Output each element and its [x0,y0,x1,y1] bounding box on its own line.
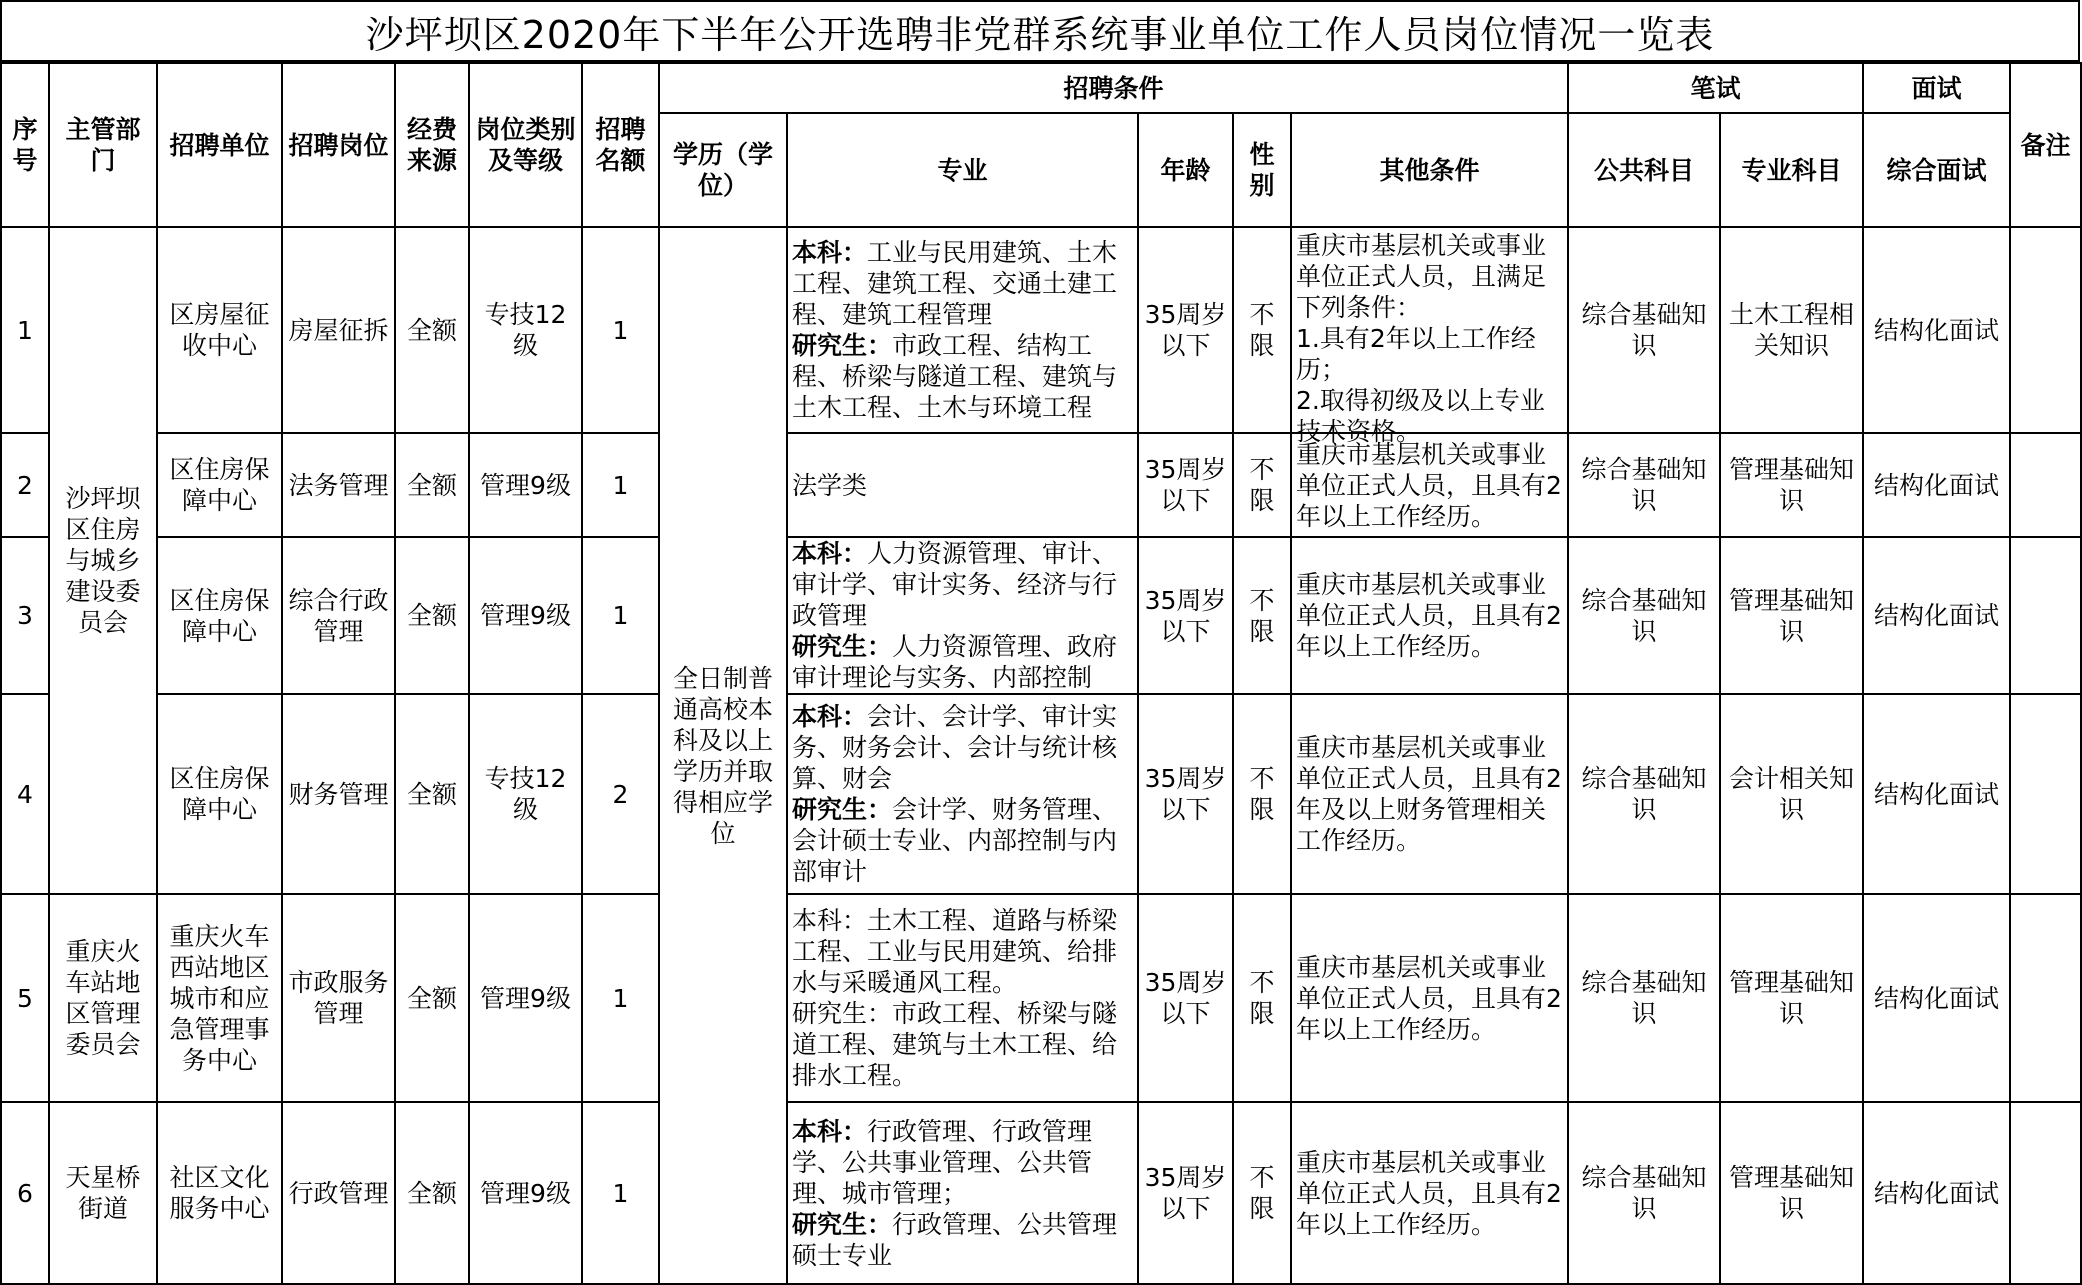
major-pg: 会计学、财务管理、会计硕士专业、内部控制与内部审计 [792,795,1118,886]
cell-education: 全日制普通高校本科及以上学历并取得相应学位 [659,227,787,1284]
cell-seq: 2 [1,433,49,537]
cell-seq: 4 [1,694,49,894]
cell-seq: 1 [1,227,49,433]
header-row-1 [1,63,2081,113]
cell-gender: 不限 [1233,537,1291,694]
header-dept: 主管部门 [49,63,157,227]
table-row [1,433,2081,537]
major-ug: 行政管理、行政管理学、公共事业管理、公共管理、城市管理； [792,1116,1093,1208]
major-ug: 工业与民用建筑、土木工程、建筑工程、交通土建工程、建筑工程管理 [792,238,1118,329]
cell-interview: 结构化面试 [1863,227,2010,433]
cell-remark [2010,894,2081,1102]
cell-quota: 1 [582,894,659,1102]
cell-post: 财务管理 [282,694,395,894]
header-public-subject: 公共科目 [1568,113,1720,227]
cell-gender: 不限 [1233,894,1291,1102]
cell-professional-subject: 管理基础知识 [1720,894,1863,1102]
cell-age: 35周岁以下 [1138,433,1233,537]
major-pg: 人力资源管理、政府审计理论与实务、内部控制 [792,632,1118,692]
header-interview: 综合面试 [1863,113,2010,227]
cell-major [787,694,1138,894]
major-pg-label: 研究生： [792,632,893,661]
header-professional-subject: 专业科目 [1720,113,1863,227]
cell-gender: 不限 [1233,1102,1291,1284]
cell-other: 重庆市基层机关或事业单位正式人员，且具有2年以上工作经历。 [1291,537,1568,694]
cell-quota: 1 [582,227,659,433]
cell-public-subject: 综合基础知识 [1568,894,1720,1102]
cell-seq: 6 [1,1102,49,1284]
cell-interview: 结构化面试 [1863,894,2010,1102]
cell-public-subject: 综合基础知识 [1568,1102,1720,1284]
cell-professional-subject: 管理基础知识 [1720,1102,1863,1284]
cell-interview: 结构化面试 [1863,537,2010,694]
cell-age: 35周岁以下 [1138,1102,1233,1284]
cell-unit: 区房屋征收中心 [157,227,282,433]
cell-fund: 全额 [395,894,469,1102]
table-row [1,227,2081,433]
cell-fund: 全额 [395,694,469,894]
cell-post: 市政服务管理 [282,894,395,1102]
cell-seq: 5 [1,894,49,1102]
cell-professional-subject: 会计相关知识 [1720,694,1863,894]
cell-fund: 全额 [395,227,469,433]
major-pg: 市政工程、结构工程、桥梁与隧道工程、建筑与土木工程、土木与环境工程 [792,331,1118,422]
major-ug: 人力资源管理、审计、审计学、审计实务、经济与行政管理 [792,539,1118,630]
header-education: 学历（学位） [659,113,787,227]
header-conditions: 招聘条件 [659,63,1568,113]
cell-gender: 不限 [1233,433,1291,537]
cell-professional-subject: 管理基础知识 [1720,433,1863,537]
cell-category: 管理9级 [469,1102,582,1284]
cell-remark [2010,537,2081,694]
cell-major [787,227,1138,433]
header-category: 岗位类别及等级 [469,63,582,227]
cell-category: 专技12级 [469,694,582,894]
cell-age: 35周岁以下 [1138,894,1233,1102]
major-pg-label: 研究生： [792,795,893,824]
cell-category: 管理9级 [469,537,582,694]
header-age: 年龄 [1138,113,1233,227]
major-pg: 行政管理、公共管理硕士专业 [792,1209,1118,1270]
major-ug-label: 本科： [792,1116,868,1146]
cell-major [787,894,1138,1102]
cell-other [1291,227,1568,446]
cell-post: 行政管理 [282,1102,395,1284]
table-row [1,537,2081,694]
cell-quota: 1 [582,433,659,537]
cell-other: 重庆市基层机关或事业单位正式人员，且具有2年以上工作经历。 [1291,1102,1568,1284]
table-row [1,894,2081,1102]
cell-other: 重庆市基层机关或事业单位正式人员，且具有2年及以上财务管理相关工作经历。 [1291,694,1568,894]
header-remark: 备注 [2010,63,2081,227]
header-major: 专业 [787,113,1138,227]
table-row [1,1102,2081,1284]
cell-dept: 沙坪坝区住房与城乡建设委员会 [49,227,157,894]
cell-unit: 区住房保障中心 [157,537,282,694]
cell-interview: 结构化面试 [1863,433,2010,537]
cell-gender: 不限 [1233,227,1291,433]
cell-public-subject: 综合基础知识 [1568,433,1720,537]
cell-unit: 重庆火车西站地区城市和应急管理事务中心 [157,894,282,1102]
major-pg: 市政工程、桥梁与隧道工程、建筑与土木工程、给排水工程。 [792,999,1118,1090]
cell-major [787,537,1138,694]
cell-major [787,1102,1138,1284]
cell-unit: 区住房保障中心 [157,694,282,894]
table-title: 沙坪坝区2020年下半年公开选聘非党群系统事业单位工作人员岗位情况一览表 [0,0,2080,62]
cell-gender: 不限 [1233,694,1291,894]
cell-other: 重庆市基层机关或事业单位正式人员，且具有2年以上工作经历。 [1291,894,1568,1102]
cell-post: 法务管理 [282,433,395,537]
cell-category: 管理9级 [469,433,582,537]
cell-unit: 区住房保障中心 [157,433,282,537]
cell-fund: 全额 [395,537,469,694]
cell-other: 重庆市基层机关或事业单位正式人员，且具有2年以上工作经历。 [1291,433,1568,537]
major-ug-label: 本科： [792,906,868,935]
cell-professional-subject: 管理基础知识 [1720,537,1863,694]
cell-post: 房屋征拆 [282,227,395,433]
cell-remark [2010,694,2081,894]
cell-professional-subject: 土木工程相关知识 [1720,227,1863,433]
major-ug: 土木工程、道路与桥梁工程、工业与民用建筑、给排水与采暖通风工程。 [792,906,1118,997]
cell-age: 35周岁以下 [1138,694,1233,894]
cell-remark [2010,433,2081,537]
header-post: 招聘岗位 [282,63,395,227]
major-ug-label: 本科： [792,238,868,267]
header-other: 其他条件 [1291,113,1568,227]
cell-remark [2010,227,2081,433]
major-ug-label: 本科： [792,702,868,731]
positions-table [0,62,2082,1285]
cell-category: 专技12级 [469,227,582,433]
cell-interview: 结构化面试 [1863,1102,2010,1284]
header-seq: 序号 [1,63,49,227]
cell-unit: 社区文化服务中心 [157,1102,282,1284]
table-row [1,694,2081,894]
cell-remark [2010,1102,2081,1284]
other-text: 重庆市基层机关或事业单位正式人员，且满足下列条件： 1.具有2年以上工作经历； 2.取得初级及以上专业技术资格。 [1296,231,1547,446]
cell-quota: 2 [582,694,659,894]
cell-post: 综合行政管理 [282,537,395,694]
cell-fund: 全额 [395,1102,469,1284]
cell-major: 法学类 [787,433,1138,537]
header-unit: 招聘单位 [157,63,282,227]
major-pg-label: 研究生： [792,999,893,1028]
header-fund: 经费来源 [395,63,469,227]
cell-quota: 1 [582,1102,659,1284]
cell-public-subject: 综合基础知识 [1568,227,1720,433]
header-quota: 招聘名额 [582,63,659,227]
major-ug: 会计、会计学、审计实务、财务会计、会计与统计核算、财会 [792,702,1118,793]
header-gender: 性别 [1233,113,1291,227]
major-pg-label: 研究生： [792,1209,893,1239]
cell-fund: 全额 [395,433,469,537]
cell-category: 管理9级 [469,894,582,1102]
cell-quota: 1 [582,537,659,694]
major-pg-label: 研究生： [792,331,893,360]
cell-seq: 3 [1,537,49,694]
header-written: 笔试 [1568,63,1863,113]
cell-public-subject: 综合基础知识 [1568,537,1720,694]
cell-dept: 重庆火车站地区管理委员会 [49,894,157,1102]
major-ug-label: 本科： [792,539,868,568]
cell-age: 35周岁以下 [1138,537,1233,694]
cell-age: 35周岁以下 [1138,227,1233,433]
cell-dept: 天星桥街道 [49,1102,157,1284]
cell-interview: 结构化面试 [1863,694,2010,894]
cell-public-subject: 综合基础知识 [1568,694,1720,894]
header-interview-group: 面试 [1863,63,2010,113]
